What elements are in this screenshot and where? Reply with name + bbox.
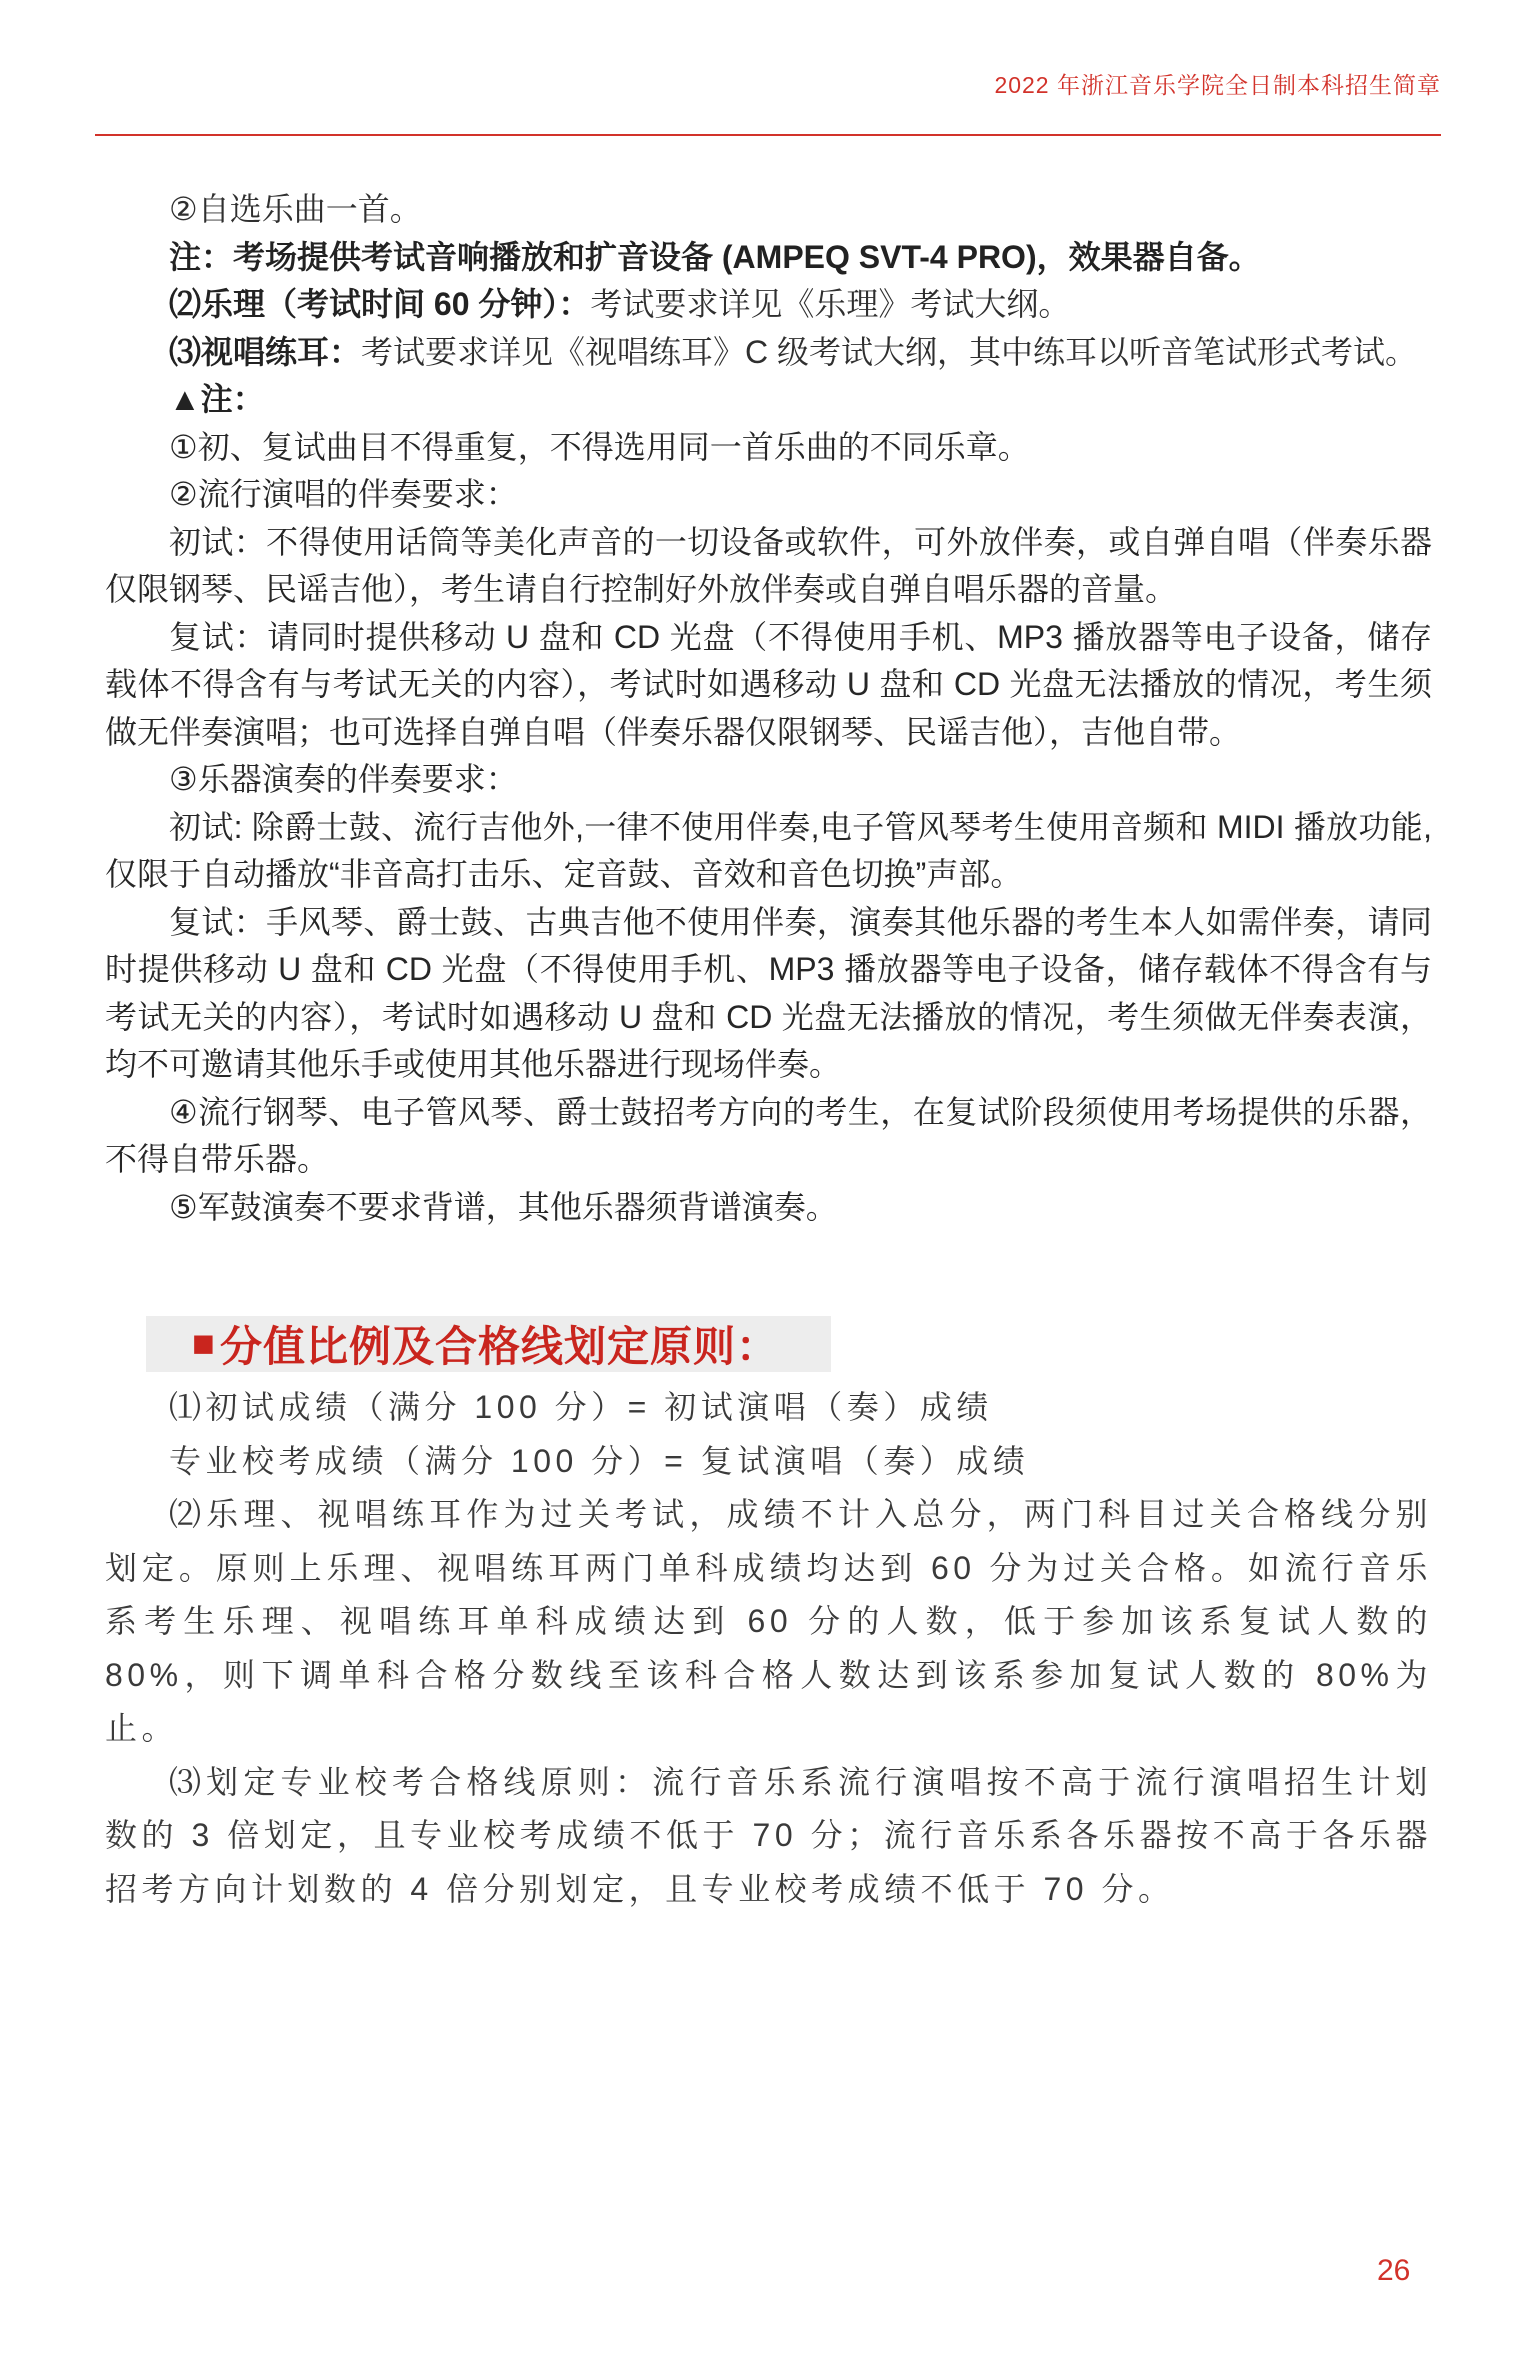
paragraph: ⑵乐理（考试时间 60 分钟）：考试要求详见《乐理》考试大纲。 bbox=[169, 286, 1071, 322]
section-heading-title: 分值比例及合格线划定原则： bbox=[219, 1323, 779, 1370]
paragraph: ⑴初试成绩（满分 100 分）= 初试演唱（奏）成绩 bbox=[169, 1389, 993, 1425]
paragraph-bold-prefix: ⑵乐理（考试时间 60 分钟）： bbox=[169, 286, 591, 322]
page-header-title: 2022 年浙江音乐学院全日制本科招生简章 bbox=[994, 72, 1441, 98]
paragraph: ①初、复试曲目不得重复，不得选用同一首乐曲的不同乐章。 bbox=[169, 428, 1030, 465]
paragraph: ▲注： bbox=[169, 381, 265, 417]
exam-requirements-notes-block bbox=[105, 186, 1432, 1231]
page-number: 26 bbox=[1377, 2254, 1411, 2287]
paragraph: ②自选乐曲一首。 bbox=[169, 191, 422, 227]
section-heading-bar bbox=[146, 1316, 831, 1372]
paragraph: 复试：手风琴、爵士鼓、古典吉他不使用伴奏，演奏其他乐器的考生本人如需伴奏，请同时提供移动 U 盘和 CD 光盘（不得使用手机、MP3 播放器等电子设备，储存载体不得含有与考试无关的内容），考试时如遇移动 U 盘和 CD 光盘无法播放的情况，考生须做无伴奏表演，均不可邀请其他乐手或使用其他乐器进行现场伴奏。 bbox=[105, 903, 1432, 1082]
paragraph: ③乐器演奏的伴奏要求： bbox=[169, 761, 518, 797]
paragraph: ②流行演唱的伴奏要求： bbox=[169, 476, 518, 512]
red-square-bullet-icon: ■ bbox=[192, 1323, 216, 1365]
paragraph: 初试：不得使用话筒等美化声音的一切设备或软件，可外放伴奏，或自弹自唱（伴奏乐器仅限钢琴、民谣吉他），考生请自行控制好外放伴奏或自弹自唱乐器的音量。 bbox=[105, 523, 1432, 607]
paragraph: ⑤军鼓演奏不要求背谱，其他乐器须背谱演奏。 bbox=[169, 1188, 838, 1225]
paragraph: 注：考场提供考试音响播放和扩音设备 (AMPEQ SVT-4 PRO)，效果器自备。 bbox=[169, 238, 1261, 275]
paragraph: ⑶划定专业校考合格线原则：流行音乐系流行演唱按不高于流行演唱招生计划数的 3 倍划定，且专业校考成绩不低于 70 分；流行音乐系各乐器按不高于各乐器招考方向计划数的 4 倍分别划定，且专业校考成绩不低于 70 分。 bbox=[105, 1763, 1432, 1907]
paragraph: ⑵乐理、视唱练耳作为过关考试，成绩不计入总分，两门科目过关合格线分别划定。原则上乐理、视唱练耳两门单科成绩均达到 60 分为过关合格。如流行音乐系考生乐理、视唱练耳单科成绩达到 60 分的人数，低于参加该系复试人数的 80%，则下调单科合格分数线至该科合格人数达到该系参加复试人数的 80%为止。 bbox=[105, 1496, 1432, 1746]
page-header bbox=[95, 72, 1441, 136]
paragraph: 专业校考成绩（满分 100 分）= 复试演唱（奏）成绩 bbox=[169, 1442, 1030, 1479]
paragraph: 初试: 除爵士鼓、流行吉他外,一律不使用伴奏,电子管风琴考生使用音频和 MIDI 播放功能,仅限于自动播放“非音高打击乐、定音鼓、音效和音色切换”声部。 bbox=[105, 808, 1432, 892]
paragraph-bold-prefix: ⑶视唱练耳： bbox=[169, 333, 362, 370]
score-ratio-rules-block bbox=[105, 1381, 1432, 1916]
paragraph: ④流行钢琴、电子管风琴、爵士鼓招考方向的考生，在复试阶段须使用考场提供的乐器，不得自带乐器。 bbox=[105, 1093, 1432, 1177]
paragraph: ⑶视唱练耳：考试要求详见《视唱练耳》C 级考试大纲，其中练耳以听音笔试形式考试。 bbox=[169, 333, 1418, 370]
paragraph: 复试：请同时提供移动 U 盘和 CD 光盘（不得使用手机、MP3 播放器等电子设备，储存载体不得含有与考试无关的内容），考试时如遇移动 U 盘和 CD 光盘无法播放的情况，考生须做无伴奏演唱；也可选择自弹自唱（伴奏乐器仅限钢琴、民谣吉他），吉他自带。 bbox=[105, 618, 1432, 750]
